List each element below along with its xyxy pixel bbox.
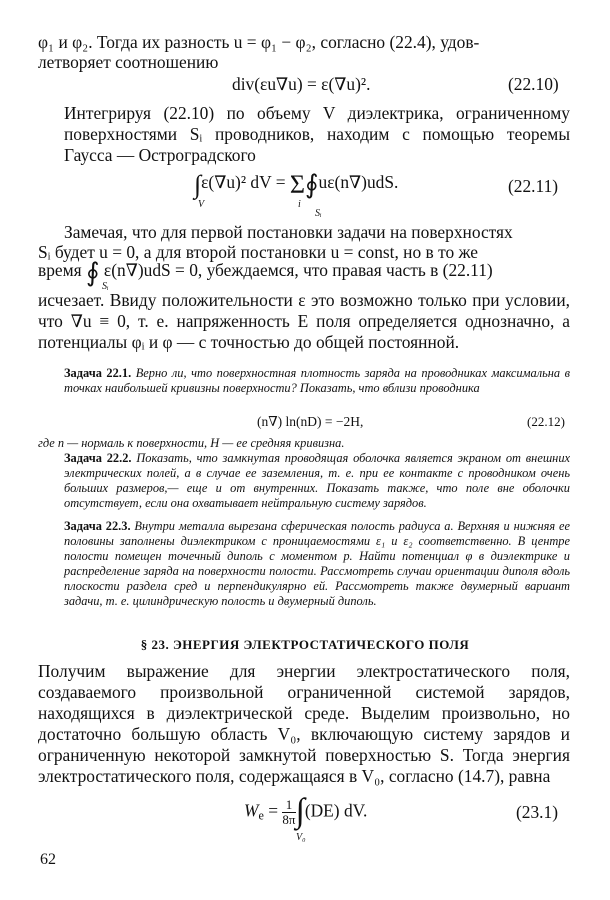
fraction-numerator: 1: [282, 798, 295, 813]
problem-22-1-continuation: где n — нормаль к поверхности, H — ее средняя кривизна.: [38, 436, 345, 450]
equation-22-11-limit-i: i: [298, 199, 301, 210]
equation-23-1-limit: V₀: [296, 832, 306, 843]
sum-symbol: Σ: [289, 170, 305, 199]
paragraph-noting-rest: исчезает. Ввиду положительности ε это возможно только при условии, что ∇u ≡ 0, т. е. напряженность E поля определяется однозначно, а потенциалы φᵢ и φ — с точностью до общей постоянной.: [38, 290, 570, 352]
problem-22-2-text: Показать, что замкнутая проводящая оболочка является экраном от внешних электрических полей, а в случае ее заземления, т. е. при ее контакте с проводником очень больших размеров,— еще и от внутренних. Показать также, что поле вне оболочки отсутствует, если она охватывает нейтральную систему зарядов.: [64, 451, 571, 510]
problem-22-2: [64, 451, 570, 511]
problem-22-1-label: Задача 22.1.: [64, 366, 132, 380]
integral-symbol: ∫: [194, 170, 202, 199]
contour-integral-symbol: ∮: [305, 170, 319, 199]
equation-22-11: [194, 170, 399, 199]
equation-22-11-limit-s: Sᵢ: [315, 208, 322, 219]
paragraph-noting-line1: Замечая, что для первой постановки задачи на поверхностях: [64, 222, 513, 242]
page-number: 62: [40, 851, 56, 868]
equation-23-1-w: W: [244, 800, 259, 821]
problem-22-3-text: Внутри металла вырезана сферическая полость радиуса a. Верхняя и нижняя ее половины заполнены диэлектриком с проницаемостями ε₁ и ε₂ соответственно. В центре полости помещен точечный диполь с моментом p. Найти потенциал φ в диэлектрике и распределение заряда на поверхности полости. Рассмотреть случаи ориентации диполя вдоль плоскости раздела сред и перпендикулярно ей. Рассмотреть также двумерный вариант задачи, т. е. цилиндрическую полость и двумерный диполь.: [64, 519, 571, 608]
noting-line3-a: время: [38, 260, 82, 280]
noting-line3-b: ε(n∇)udS = 0, убеждаемся, что правая часть в (22.11): [103, 260, 493, 280]
integral-symbol-23-1: ∫: [295, 792, 305, 830]
paragraph-noting-line2: Sᵢ будет u = 0, а для второй постановки u = const, но в то же: [38, 242, 479, 262]
problem-22-3: [64, 519, 570, 609]
equation-number-22-12: (22.12): [527, 414, 565, 429]
fraction-denominator: 8π: [282, 812, 296, 827]
equation-23-1-body: (DE) dV.: [304, 800, 368, 821]
equation-23-1: [244, 792, 368, 830]
equation-number-22-11: (22.11): [508, 176, 559, 196]
equation-22-11-part1: ε(∇u)² dV =: [201, 172, 290, 192]
inline-integral-limit: Sᵢ: [102, 281, 109, 292]
equation-22-11-limit-v: V: [198, 199, 205, 210]
equation-23-1-w-sub: e: [258, 808, 264, 823]
equation-number-23-1: (23.1): [516, 802, 559, 822]
paragraph-intro-line2: летворяет соотношению: [38, 52, 219, 72]
equation-23-1-fraction: [282, 798, 295, 827]
section-heading: § 23. ЭНЕРГИЯ ЭЛЕКТРОСТАТИЧЕСКОГО ПОЛЯ: [140, 637, 470, 652]
paragraph-intro-line1: φ₁ и φ₂. Тогда их разность u = φ₁ − φ₂, согласно (22.4), удов-: [38, 32, 480, 52]
equation-22-12: (n∇) ln(nD) = −2H,: [257, 414, 364, 429]
equation-22-11-part2: uε(n∇)udS.: [318, 172, 399, 192]
equation-23-1-eq: =: [263, 800, 283, 821]
paragraph-energy: Получим выражение для энергии электростатического поля, создаваемого произвольной ограниченной системой зарядов, находящихся в диэлектрической среде. Выделим произвольно, но достаточно большую область V₀, включающую систему зарядов и ограниченную некоторой замкнутой поверхностью S. Тогда энергия электростатического поля, содержащаяся в V₀, согласно (14.7), равна: [38, 661, 570, 786]
equation-number-22-10: (22.10): [508, 74, 559, 94]
paragraph-integrating: Интегрируя (22.10) по объему V диэлектрика, ограниченному поверхностями Sᵢ проводников, находим с помощью теоремы Гаусса — Остроградского: [64, 103, 570, 165]
contour-integral-inline: ∮: [86, 258, 100, 287]
equation-22-10: div(εu∇u) = ε(∇u)².: [232, 74, 371, 94]
problem-22-1-text: Верно ли, что поверхностная плотность заряда на проводниках максимальна в точках наибольшей кривизны поверхности? Показать, что вблизи проводника: [64, 366, 571, 395]
problem-22-2-label: Задача 22.2.: [64, 451, 132, 465]
problem-22-1: [64, 366, 570, 396]
problem-22-3-label: Задача 22.3.: [64, 519, 131, 533]
